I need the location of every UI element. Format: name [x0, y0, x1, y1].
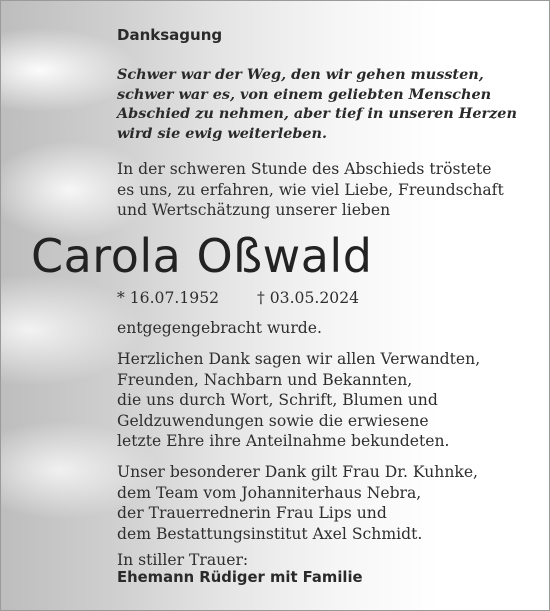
special-thanks-line: der Trauerrednerin Frau Lips und — [117, 504, 387, 522]
received-line — [117, 318, 322, 339]
thanks-paragraph — [117, 349, 480, 452]
mourning-text: In stiller Trauer: — [117, 551, 249, 569]
poem — [117, 65, 517, 143]
special-thanks-paragraph — [117, 462, 478, 544]
thanks-line: letzte Ehre ihre Anteilnahme bekundeten. — [117, 432, 450, 450]
birth-date: * 16.07.1952 — [117, 289, 220, 307]
thanks-line: Geldzuwendungen sowie die erwiesene — [117, 411, 429, 430]
poem-line: Schwer war der Weg, den wir gehen mussten, — [117, 66, 484, 83]
received-text: entgegengebracht wurde. — [117, 319, 322, 337]
special-thanks-line: dem Bestattungsinstitut Axel Schmidt. — [117, 524, 423, 543]
poem-line: schwer war es, von einem geliebten Menschen — [117, 85, 492, 103]
death-date: † 03.05.2024 — [257, 289, 360, 307]
heading: Danksagung — [117, 26, 223, 44]
thanks-line: die uns durch Wort, Schrift, Blumen und — [117, 391, 438, 409]
special-thanks-line: dem Team vom Johanniterhaus Nebra, — [117, 483, 422, 502]
intro-paragraph — [117, 159, 504, 221]
intro-line: und Wertschätzung unserer lieben — [117, 201, 391, 219]
thanks-line: Herzlichen Dank sagen wir allen Verwandten, — [117, 350, 481, 368]
intro-line: es uns, zu erfahren, wie viel Liebe, Freundschaft — [117, 180, 504, 199]
intro-line: In der schweren Stunde des Abschieds tröstete — [117, 160, 492, 178]
poem-line: Abschied zu nehmen, aber tief in unseren Herzen — [117, 105, 517, 122]
thanks-line: Freunden, Nachbarn und Bekannten, — [117, 370, 413, 389]
special-thanks-line: Unser besonderer Dank gilt Frau Dr. Kuhnke, — [117, 463, 479, 481]
poem-line: wird sie ewig weiterleben. — [117, 124, 328, 142]
deceased-name: Carola Oßwald — [31, 229, 373, 283]
signature: Ehemann Rüdiger mit Familie — [117, 569, 363, 586]
